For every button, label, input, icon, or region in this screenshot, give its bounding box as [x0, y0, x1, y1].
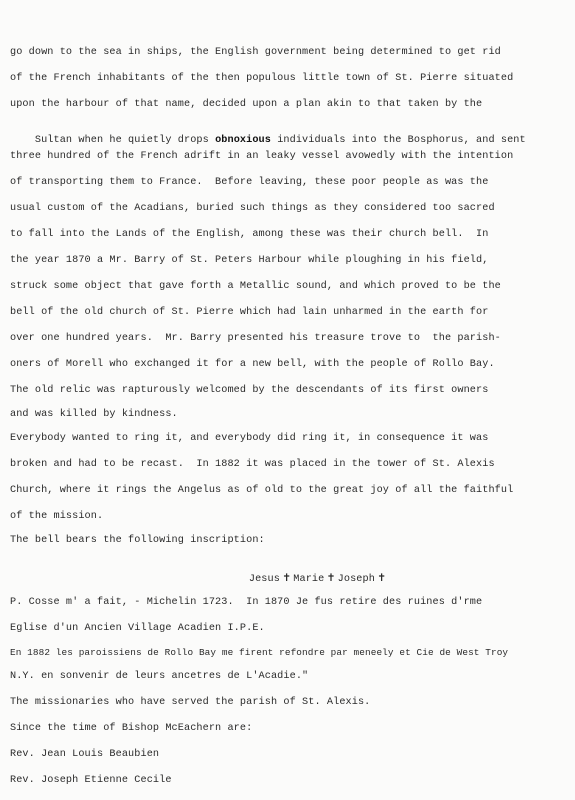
text-line: of transporting them to France. Before leaving, these poor people as was the — [10, 177, 489, 188]
text-line: and was killed by kindness. — [10, 409, 178, 420]
inscription-name: Joseph — [337, 574, 375, 586]
text-line: Everybody wanted to ring it, and everybody did ring it, in consequence it was — [10, 433, 489, 444]
text-line: oners of Morell who exchanged it for a new bell, with the people of Rollo Bay. — [10, 359, 495, 370]
text-line: go down to the sea in ships, the English government being determined to get rid — [10, 47, 501, 58]
text-line: upon the harbour of that name, decided upon a plan akin to that taken by the — [10, 99, 483, 110]
text-line: to fall into the Lands of the English, among these was their church bell. In — [10, 229, 489, 240]
text-line: of the French inhabitants of the then populous little town of St. Pierre situated — [10, 73, 514, 84]
text-line: Since the time of Bishop McEachern are: — [10, 723, 253, 734]
text-line: The bell bears the following inscription: — [10, 535, 265, 546]
text-line: of the mission. — [10, 511, 104, 522]
cross-icon: ✝ — [327, 571, 335, 586]
text-segment: individuals into the Bosphorus, and sent — [270, 135, 526, 147]
inscription-name: Marie — [293, 574, 325, 586]
text-line: Eglise d'un Ancien Village Acadien I.P.E. — [10, 623, 265, 634]
bold-word: obnoxious — [215, 135, 271, 147]
text-line: usual custom of the Acadians, buried such things as they considered too sacred — [10, 203, 495, 214]
text-segment: Sultan when he quietly drops — [34, 135, 216, 147]
inscription-name: Jesus — [248, 574, 280, 586]
text-line: the year 1870 a Mr. Barry of St. Peters Harbour while ploughing in his field, — [10, 255, 489, 266]
text-line: three hundred of the French adrift in an leaky vessel avowedly with the intention — [10, 151, 514, 162]
text-line: Rev. Joseph Etienne Cecile — [10, 775, 172, 786]
text-line: broken and had to be recast. In 1882 it was placed in the tower of St. Alexis — [10, 459, 495, 470]
text-line: Rev. Jean Louis Beaubien — [10, 749, 160, 760]
cross-icon: ✝ — [282, 571, 291, 586]
text-line: Church, where it rings the Angelus as of old to the great joy of all the faithful — [10, 485, 514, 496]
cross-icon: ✝ — [377, 571, 386, 586]
text-line: P. Cosse m' a fait, - Michelin 1723. In 1870 Je fus retire des ruines d'rme — [10, 597, 483, 608]
text-line: The missionaries who have served the parish of St. Alexis. — [10, 697, 371, 708]
text-line: bell of the old church of St. Pierre which had lain unharmed in the earth for — [10, 307, 489, 318]
text-line: N.Y. en sonvenir de leurs ancetres de L'Acadie." — [10, 671, 309, 682]
text-line: struck some object that gave forth a Metallic sound, and which proved to be the — [10, 281, 501, 292]
text-line: over one hundred years. Mr. Barry presented his treasure trove to the parish- — [10, 333, 501, 344]
inscription-names — [224, 562, 388, 596]
text-line: The old relic was rapturously welcomed by the descendants of its first owners — [10, 385, 489, 396]
text-line: En 1882 les paroissiens de Rollo Bay me firent refondre par meneely et Cie de West Troy — [10, 647, 509, 658]
